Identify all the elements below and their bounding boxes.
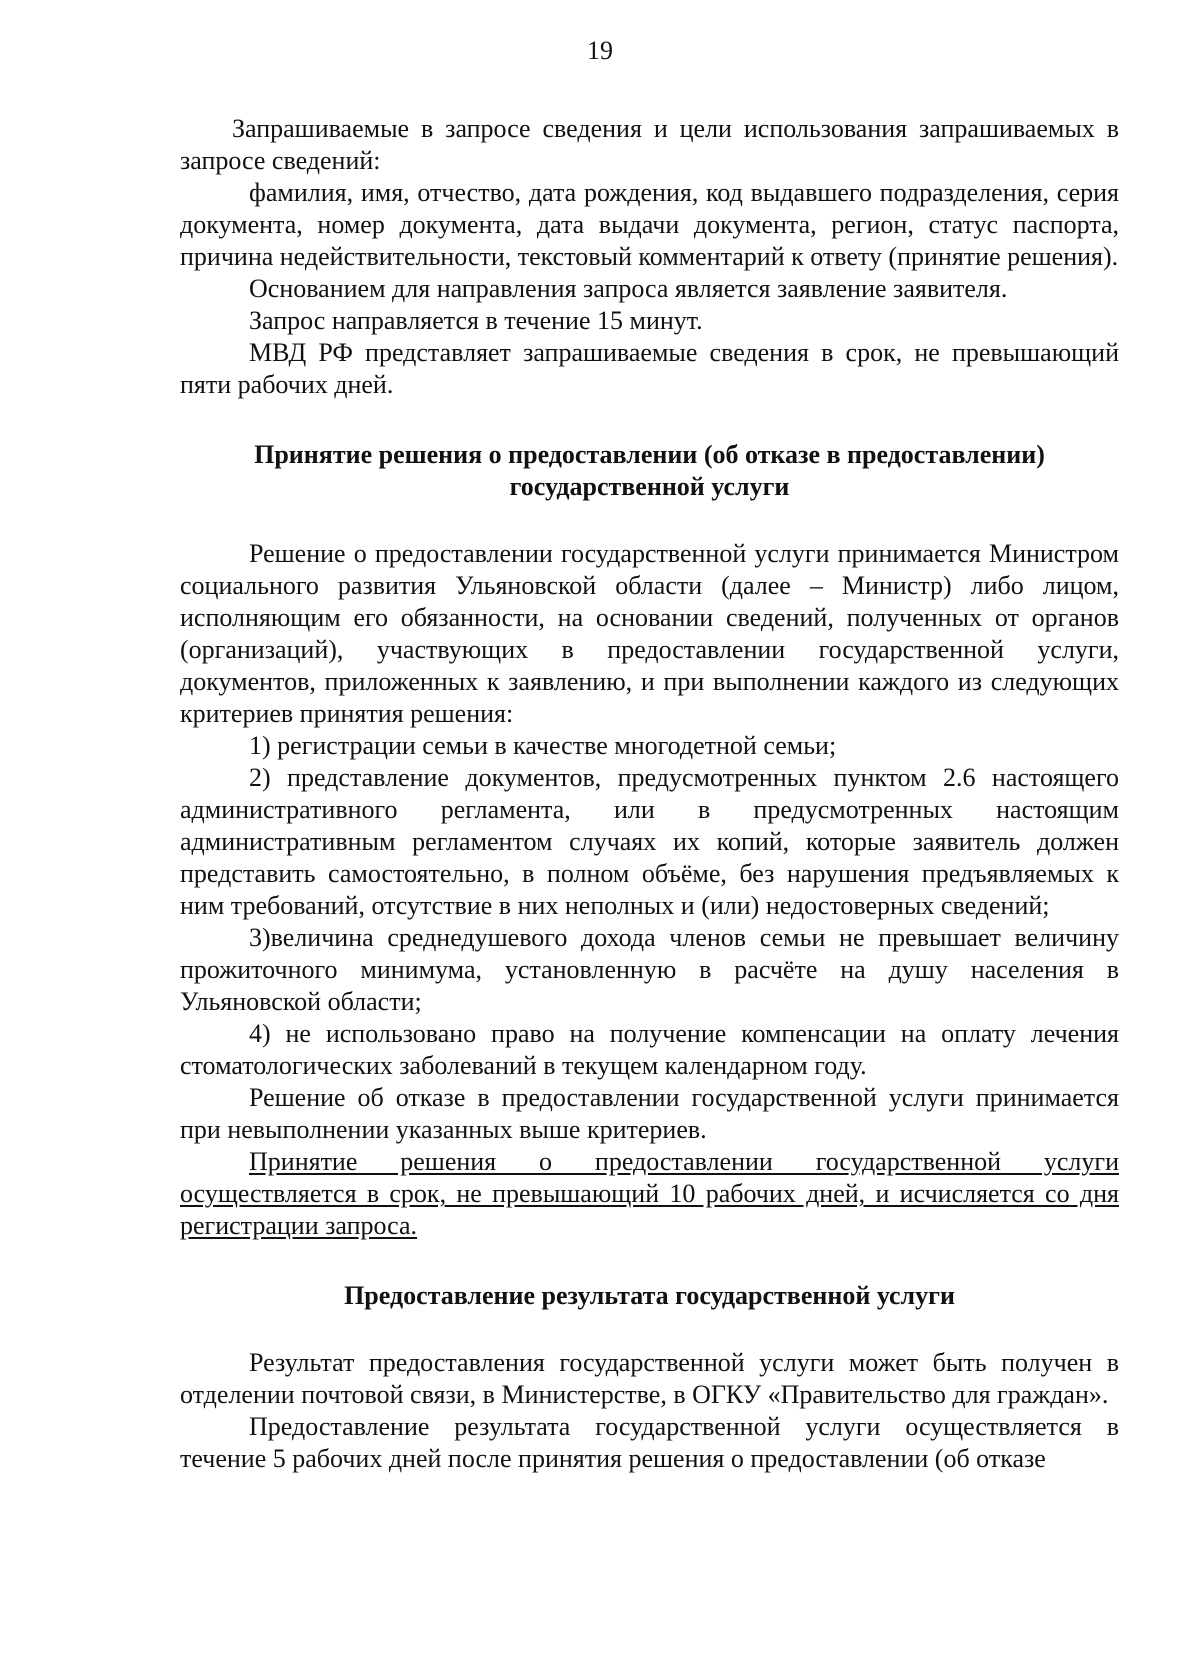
decision-paragraph-refusal: Решение об отказе в предоставлении государственной услуги принимается при невыполнении указанных выше критериев. (180, 1083, 1119, 1144)
intro-paragraph-requested-info: Запрашиваемые в запросе сведения и цели использования запрашиваемых в запросе сведений: (180, 114, 1119, 175)
intro-paragraph-timing: Запрос направляется в течение 15 минут. (249, 306, 703, 335)
document-body (180, 113, 1119, 1475)
intro-paragraph-fields: фамилия, имя, отчество, дата рождения, код выдавшего подразделения, серия документа, номер документа, дата выдачи документа, регион, статус паспорта, причина недействительности, текстовый комментарий к ответу (принятие решения). (180, 178, 1119, 271)
decision-criterion-1: 1) регистрации семьи в качестве многодетной семьи; (249, 731, 837, 760)
result-paragraph-delivery: Результат предоставления государственной услуги может быть получен в отделении почтовой связи, в Министерстве, в ОГКУ «Правительство для граждан». (180, 1348, 1119, 1409)
decision-paragraph-term (180, 1146, 1119, 1242)
result-paragraph-term: Предоставление результата государственной услуги осуществляется в течение 5 рабочих дней после принятия решения о предоставлении (об отказе (180, 1412, 1119, 1473)
decision-paragraph-main: Решение о предоставлении государственной услуги принимается Министром социального развития Ульяновской области (далее – Министр) либо лицом, исполняющим его обязанности, на основании сведений, полученных от органов (организаций), участвующих в предоставлении государственной услуги, документов, приложенных к заявлению, и при выполнении каждого из следующих критериев принятия решения: (180, 539, 1119, 728)
heading-result: Предоставление результата государственной услуги (344, 1281, 955, 1310)
heading-decision-line-2: государственной услуги (509, 472, 790, 501)
intro-paragraph-basis: Основанием для направления запроса является заявление заявителя. (249, 274, 1008, 303)
heading-decision (180, 439, 1119, 503)
decision-criterion-2: 2) представление документов, предусмотренных пунктом 2.6 настоящего административного регламента, или в предусмотренных настоящим административным регламентом случаях их копий, которые заявитель должен представить самостоятельно, в полном объёме, без нарушения предъявляемых к ним требований, отсутствие в них неполных и (или) недостоверных сведений; (180, 763, 1119, 920)
intro-paragraph-mvd-term: МВД РФ представляет запрашиваемые сведения в срок, не превышающий пяти рабочих дней. (180, 338, 1119, 399)
heading-decision-line-1: Принятие решения о предоставлении (об отказе в предоставлении) (254, 440, 1045, 469)
decision-criterion-3: 3)величина среднедушевого дохода членов семьи не превышает величину прожиточного минимума, установленную в расчёте на душу населения в Ульяновской области; (180, 923, 1119, 1016)
decision-criterion-4: 4) не использовано право на получение компенсации на оплату лечения стоматологических заболеваний в текущем календарном году. (180, 1019, 1119, 1080)
page-number: 19 (587, 36, 613, 65)
decision-term-underlined-text: Принятие решения о предоставлении государственной услуги осуществляется в срок, не превышающий 10 рабочих дней, и исчисляется со дня регистрации запроса. (180, 1147, 1119, 1240)
